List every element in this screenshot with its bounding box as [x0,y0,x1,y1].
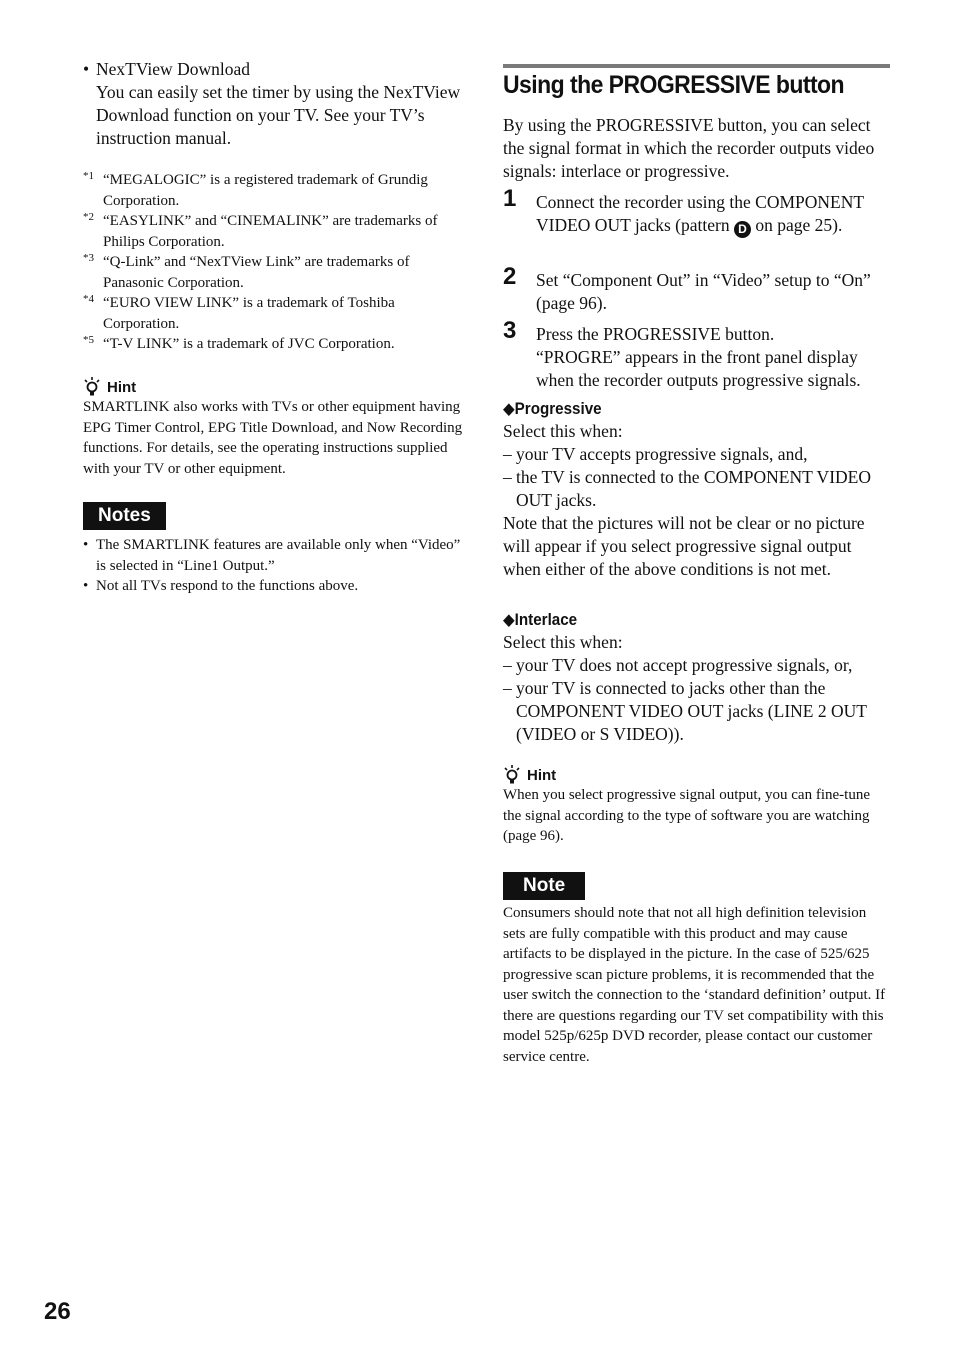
note-text: Not all TVs respond to the functions above. [96,578,359,594]
left-hint [83,377,468,479]
note-text: Consumers should note that not all high definition television sets are fully compatible with this product and may cause artifacts to be displayed in the picture. In the case of 525/625 progressive scan picture problems, it is recommended that the user switch the connection to the ‘standard definition’ output. If there are questions regarding our TV set compatibility with this model 525p/625p DVD recorder, please contact our customer service centre. [503,905,886,1065]
hint-text: When you select progressive signal output, you can fine-tune the signal according to the type of software you are watching (page 96). [503,787,870,844]
footnote [83,334,468,355]
intro-paragraph: By using the PROGRESSIVE button, you can select the signal format in which the recorder outputs video signals: interlace or progressive. [503,115,875,181]
footnote-text: “EASYLINK” and “CINEMALINK” are trademarks of Philips Corporation. [103,213,438,250]
interlace-item-text: your TV does not accept progressive signals, or, [516,655,853,675]
hint-label: Hint [107,378,137,396]
progressive-section [503,398,890,581]
step-text: on page 25). [750,215,843,235]
dash-mark: – [503,655,512,675]
footnote [83,293,468,334]
right-hint [503,765,890,847]
step-number: 1 [503,185,517,212]
notes-label-box [83,502,166,530]
bullet-mark: • [83,537,89,553]
step-text: Set “Component Out” in “Video” setup to “On” (page 96). [536,270,871,313]
nextview-title: NexTView Download [96,59,250,79]
interlace-lead: Select this when: [503,632,623,652]
nextview-body: You can easily set the timer by using the NexTView Download function on your TV. See your TV’s instruction manual. [96,82,461,148]
section-title: Using the PROGRESSIVE button [503,71,845,99]
dash-mark: – [503,467,512,487]
progressive-item [503,466,890,512]
step-extra-text: “PROGRE” appears in the front panel display when the recorder outputs progressive signals. [536,347,861,390]
hint-text: SMARTLINK also works with TVs or other equipment having EPG Timer Control, EPG Title Download, and Now Recording functions. For details, see the operating instructions supplied with your TV or other equipment. [83,399,463,477]
footnote-text: “Q-Link” and “NexTView Link” are trademarks of Panasonic Corporation. [103,254,410,291]
progressive-item-text: the TV is connected to the COMPONENT VIDEO OUT jacks. [516,467,871,510]
note-item [83,535,468,576]
note-text: The SMARTLINK features are available only when “Video” is selected in “Line1 Output.” [96,537,461,574]
lightbulb-icon [83,377,101,397]
step-text: Connect the recorder using the COMPONENT VIDEO OUT jacks (pattern [536,192,864,235]
interlace-item [503,654,893,677]
footnote-mark: *3 [83,252,94,264]
progressive-lead: Select this when: [503,421,623,441]
dash-mark: – [503,678,512,698]
note-label-box [503,872,585,900]
footnote [83,211,468,252]
footnote-text: “MEGALOGIC” is a registered trademark of Grundig Corporation. [103,172,428,209]
hint-heading [83,377,468,397]
bullet-mark: • [83,578,89,594]
hint-heading [503,765,890,785]
footnote [83,170,468,211]
footnote [83,252,468,293]
footnote-mark: *1 [83,170,94,182]
interlace-item-text: your TV is connected to jacks other than the COMPONENT VIDEO OUT jacks (LINE 2 OUT (VIDEO or S VIDEO)). [516,678,867,744]
note-item [83,576,468,597]
notes-label: Notes [83,502,166,530]
section-rule [503,64,890,68]
step-2 [503,263,890,315]
progressive-item [503,443,890,466]
pattern-d-badge: D [734,221,751,238]
step-3 [503,317,890,392]
progressive-item-text: your TV accepts progressive signals, and, [516,444,808,464]
dash-mark: – [503,444,512,464]
footnote-mark: *2 [83,211,94,223]
nextview-bullet [83,58,468,150]
interlace-item [503,677,893,746]
footnote-mark: *5 [83,334,94,346]
footnote-mark: *4 [83,293,94,305]
notes-list [83,535,468,597]
trademark-footnotes [83,170,468,355]
hint-label: Hint [527,766,557,784]
step-number: 3 [503,317,517,344]
interlace-section [503,609,893,746]
progressive-heading: ◆Progressive [503,400,602,418]
footnote-text: “EURO VIEW LINK” is a trademark of Toshiba Corporation. [103,295,395,332]
lightbulb-icon [503,765,521,785]
step-text: Press the PROGRESSIVE button. [536,324,775,344]
interlace-heading: ◆Interlace [503,611,578,629]
step-number: 2 [503,263,517,290]
step-1 [503,185,890,238]
progressive-note: Note that the pictures will not be clear or no picture will appear if you select progressive signal output when either of the above conditions is not met. [503,513,865,579]
page-number: 26 [44,1298,71,1325]
note-label: Note [503,872,585,900]
footnote-text: “T-V LINK” is a trademark of JVC Corporation. [103,336,395,352]
bullet-mark: • [83,59,90,79]
